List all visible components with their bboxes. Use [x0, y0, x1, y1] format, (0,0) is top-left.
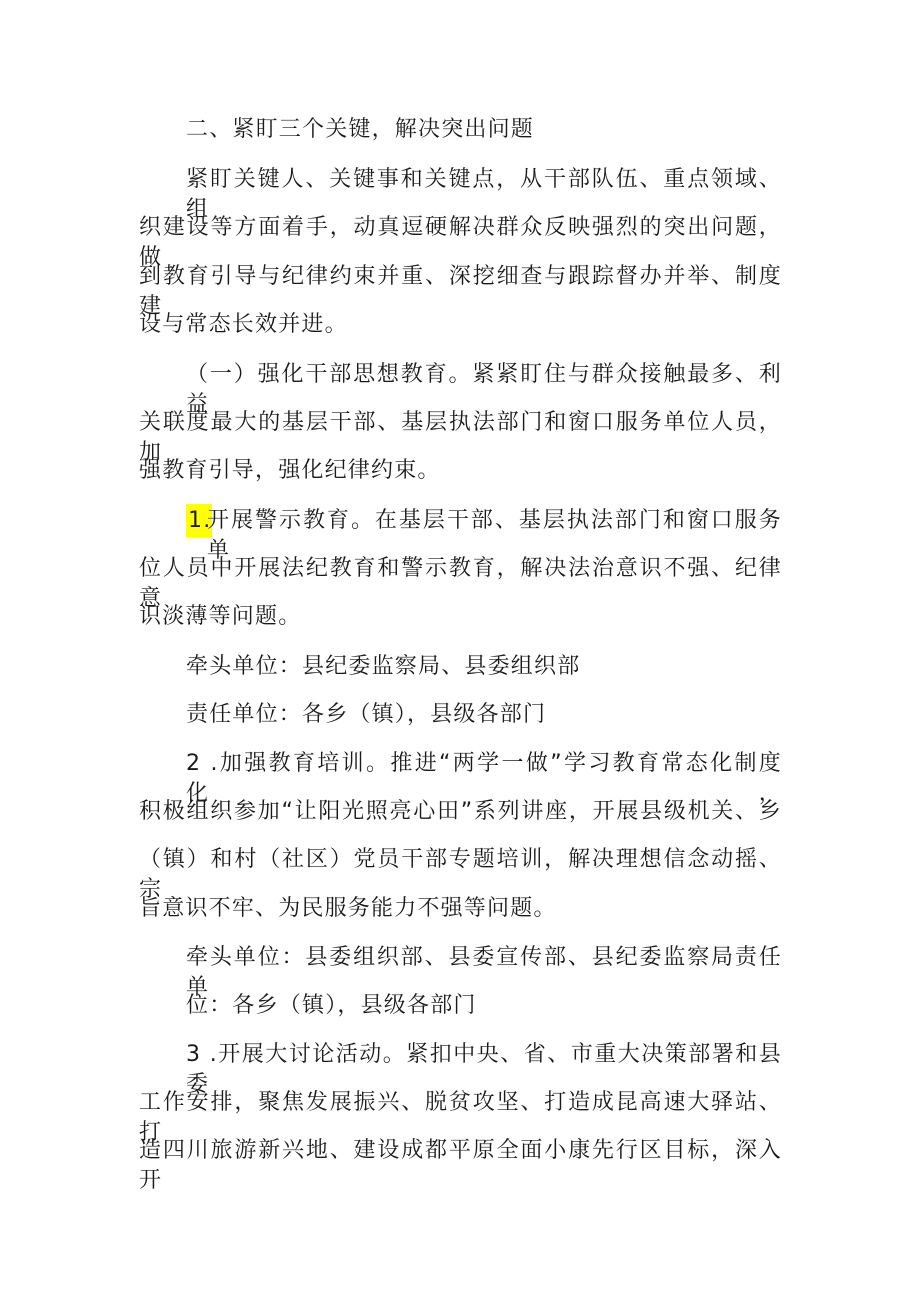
item3-line3: 造四川旅游新兴地、建设成都平原全面小康先行区目标，深入开	[139, 1138, 782, 1193]
item2-line1: 2 .加强教育培训。推进“两学一做”学习教育常态化制度化，	[186, 751, 782, 806]
item3-line1: 3 .开展大讨论活动。紧扣中央、省、市重大决策部署和县委	[186, 1042, 782, 1097]
para1-line2: 织建设等方面着手，动真逗硬解决群众反映强烈的突出问题，做	[139, 215, 782, 270]
item1-lead-unit: 牵头单位：县纪委监察局、县委组织部	[186, 654, 581, 679]
item3-line2: 工作安排，聚焦发展振兴、脱贫攻坚、打造成昆高速大驿站、打	[139, 1090, 782, 1145]
item1-number-highlight: 1.	[186, 504, 212, 537]
section-heading: 二、紧盯三个关键，解决突出问题	[186, 117, 535, 142]
item2-line2: 积极组织参加“让阳光照亮心田”系列讲座，开展县级机关、乡	[139, 799, 782, 824]
subsection1-line3: 强教育引导，强化纪律约束。	[139, 458, 441, 483]
item1-line2: 位人员中开展法纪教育和警示教育，解决法治意识不强、纪律意	[139, 556, 782, 611]
item1-line1: 开展警示教育。在基层干部、基层执法部门和窗口服务单	[207, 508, 782, 563]
subsection1-line1: （一）强化干部思想教育。紧紧盯住与群众接触最多、利益	[186, 362, 782, 417]
para1-line1: 紧盯关键人、关键事和关键点，从干部队伍、重点领域、组	[186, 167, 782, 222]
para1-line4: 设与常态长效并进。	[139, 312, 348, 337]
subsection1-line2: 关联度最大的基层干部、基层执法部门和窗口服务单位人员，加	[139, 410, 782, 465]
item2-line4: 旨意识不牢、为民服务能力不强等问题。	[139, 896, 557, 921]
item1-line3: 识淡薄等问题。	[139, 604, 302, 629]
item2-lead-unit-line1: 牵头单位：县委组织部、县委宣传部、县纪委监察局责任单	[186, 945, 782, 1000]
para1-line3: 到教育引导与纪律约束并重、深挖细查与跟踪督办并举、制度建	[139, 264, 782, 319]
item1-responsible-unit: 责任单位：各乡（镇），县级各部门	[186, 702, 547, 727]
item2-lead-unit-line2: 位：各乡（镇），县级各部门	[186, 993, 477, 1018]
item2-line3: （镇）和村（社区）党员干部专题培训，解决理想信念动摇、宗	[139, 847, 782, 902]
